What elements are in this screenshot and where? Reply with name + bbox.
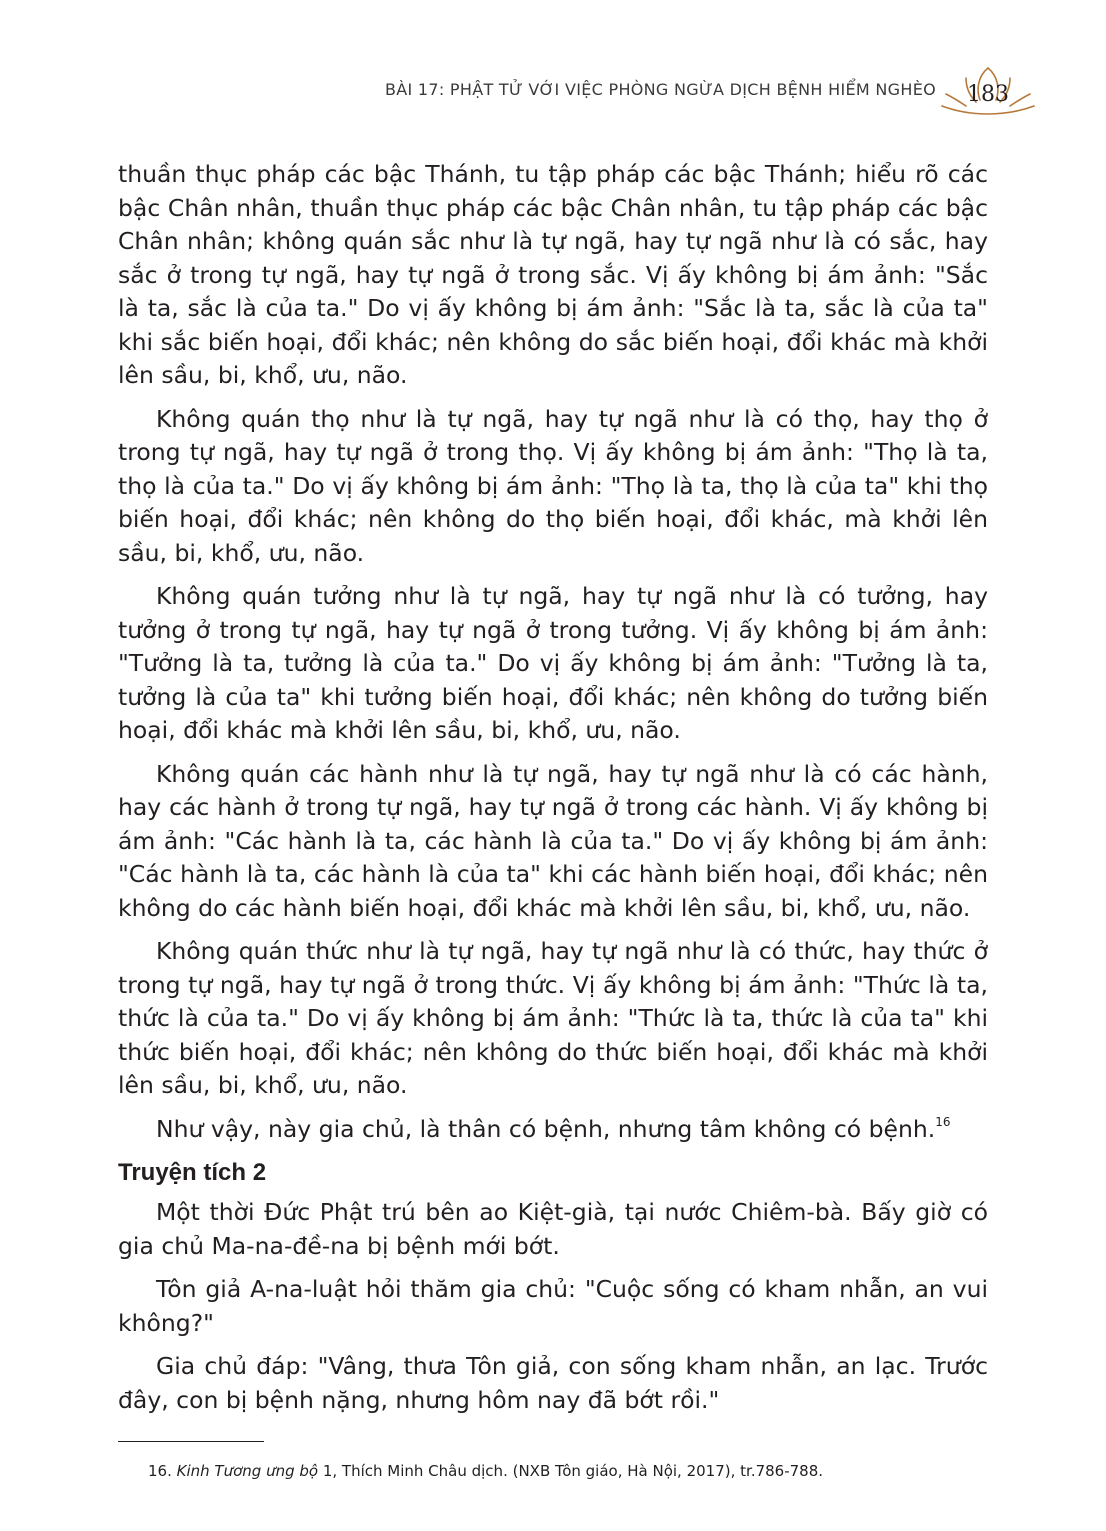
story-paragraph: Tôn giả A-na-luật hỏi thăm gia chủ: "Cuộc sống có kham nhẫn, an vui không?" — [118, 1275, 988, 1337]
page-number: 183 — [967, 82, 1009, 107]
story-paragraph: Gia chủ đáp: "Vâng, thưa Tôn giả, con sống kham nhẫn, an lạc. Trước đây, con bị bệnh nặng, nhưng hôm nay đã bớt rồi." — [118, 1352, 988, 1414]
body-paragraph: Không quán các hành như là tự ngã, hay tự ngã như là có các hành, hay các hành ở trong tự ngã, hay tự ngã ở trong các hành. Vị ấy không bị ám ảnh: "Các hành là ta, các hành là của ta." Do vị ấy không bị ám ảnh: "Các hành là ta, các hành là của ta" khi các hành biến hoại, đổi khác; nên không do các hành biến hoại, đổi khác mà khởi lên sầu, bi, khổ, ưu, não. — [118, 759, 988, 922]
footnote-divider — [118, 1441, 264, 1442]
footnote-reference: 16 — [935, 1114, 951, 1129]
section-heading: Truyện tích 2 — [118, 1159, 267, 1186]
page-number-ornament — [938, 66, 1038, 124]
chapter-title: BÀI 17: PHẬT TỬ VỚI VIỆC PHÒNG NGỪA DỊCH BỆNH HIỂM NGHÈO — [384, 80, 936, 99]
body-paragraph: Không quán thọ như là tự ngã, hay tự ngã như là có thọ, hay thọ ở trong tự ngã, hay tự ngã ở trong thọ. Vị ấy không bị ám ảnh: "Thọ là ta, thọ là của ta." Do vị ấy không bị ám ảnh: "Thọ là ta, thọ là của ta" khi thọ biến hoại, đổi khác; nên không do thọ biến hoại, đổi khác, mà khởi lên sầu, bi, khổ, ưu, não. — [118, 404, 988, 567]
footnote-source-details: 1, Thích Minh Châu dịch. (NXB Tôn giáo, Hà Nội, 2017), tr.786-788. — [318, 1462, 824, 1480]
footnote-source-title: Kinh Tương ưng bộ — [176, 1462, 319, 1480]
page-body — [118, 158, 988, 1417]
story-paragraph: Một thời Đức Phật trú bên ao Kiệt-già, tại nước Chiêm-bà. Bấy giờ có gia chủ Ma-na-đề-na bị bệnh mới bớt. — [118, 1198, 988, 1260]
body-paragraph: Không quán tưởng như là tự ngã, hay tự ngã như là có tưởng, hay tưởng ở trong tự ngã, hay tự ngã ở trong tưởng. Vị ấy không bị ám ảnh: "Tưởng là ta, tưởng là của ta." Do vị ấy không bị ám ảnh: "Tưởng là ta, tưởng là của ta" khi tưởng biến hoại, đổi khác; nên không do tưởng biến hoại, đổi khác mà khởi lên sầu, bi, khổ, ưu, não. — [118, 582, 988, 744]
body-paragraph-with-footnote — [118, 1113, 988, 1147]
footnote — [148, 1460, 988, 1482]
body-paragraph-text: Như vậy, này gia chủ, là thân có bệnh, nhưng tâm không có bệnh. — [156, 1114, 936, 1143]
body-paragraph: thuần thục pháp các bậc Thánh, tu tập pháp các bậc Thánh; hiểu rõ các bậc Chân nhân, thuần thục pháp các bậc Chân nhân, tu tập pháp các bậc Chân nhân; không quán sắc như là tự ngã, hay tự ngã như là có sắc, hay sắc ở trong tự ngã, hay tự ngã ở trong sắc. Vị ấy không bị ám ảnh: "Sắc là ta, sắc là của ta." Do vị ấy không bị ám ảnh: "Sắc là ta, sắc là của ta" khi sắc biến hoại, đổi khác; nên không do sắc biến hoại, đổi khác mà khởi lên sầu, bi, khổ, ưu, não. — [118, 160, 988, 389]
body-paragraph: Không quán thức như là tự ngã, hay tự ngã như là có thức, hay thức ở trong tự ngã, hay tự ngã ở trong thức. Vị ấy không bị ám ảnh: "Thức là ta, thức là của ta." Do vị ấy không bị ám ảnh: "Thức là ta, thức là của ta" khi thức biến hoại, đổi khác; nên không do thức biến hoại, đổi khác mà khởi lên sầu, bi, khổ, ưu, não. — [118, 937, 988, 1099]
page-header — [0, 66, 1106, 126]
footnote-number: 16. — [148, 1462, 172, 1480]
